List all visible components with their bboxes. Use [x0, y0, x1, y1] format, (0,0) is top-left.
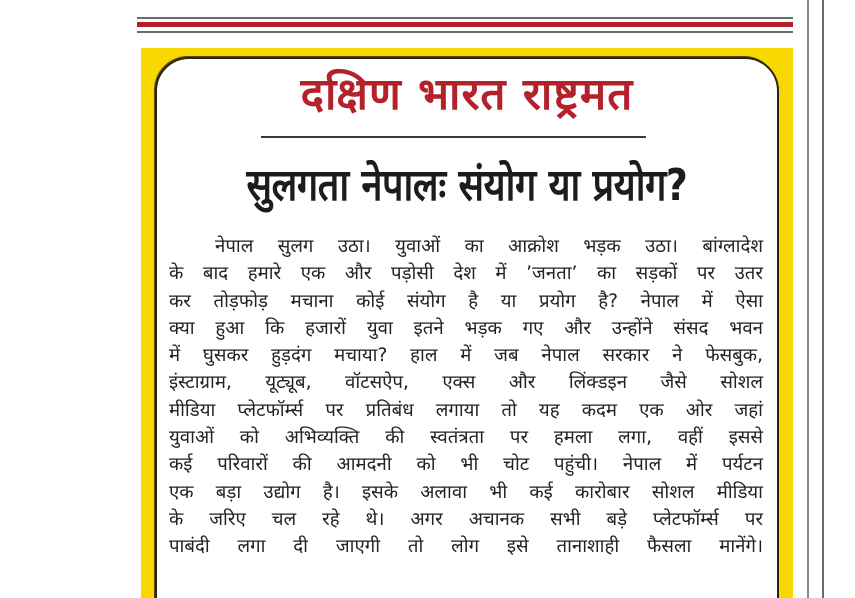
editorial-frame [141, 48, 793, 598]
masthead-underline [261, 136, 646, 138]
article-line: क्या हुआ कि हजारों युवा इतने भड़क गए और उन्होंने संसद भवन [169, 317, 763, 339]
article-body [169, 233, 763, 561]
article-line: नेपाल सुलग उठा। युवाओं का आक्रोश भड़क उठा। बांग्लादेश [215, 236, 763, 257]
column-divider-line [807, 0, 809, 598]
top-rule-red [137, 22, 793, 27]
masthead-title: दक्षिण भारत राष्ट्रमत [300, 69, 634, 120]
article-line: के जरिए चल रहे थे। अगर अचानक सभी बड़े प्लेटफॉर्म्स पर [169, 508, 763, 530]
article-line: के बाद हमारे एक और पड़ोसी देश में ’जनता’ का सड़कों पर उतर [169, 263, 763, 285]
article-line: युवाओं को अभिव्यक्ति की स्वतंत्रता पर हमला लगा, वहीं इससे [169, 427, 763, 449]
editorial-card [155, 57, 779, 598]
article-line: मीडिया प्लेटफॉर्म्स पर प्रतिबंध लगाया तो यह कदम एक ओर जहां [169, 399, 763, 421]
article-line: में घुसकर हुड़दंग मचाया? हाल में जब नेपाल सरकार ने फेसबुक, [169, 345, 763, 367]
article-line: कर तोड़फोड़ मचाना कोई संयोग है या प्रयोग है? नेपाल में ऐसा [169, 290, 763, 312]
article-headline: सुलगता नेपालः संयोग या प्रयोग? [246, 160, 688, 211]
article-line: कई परिवारों की आमदनी को भी चोट पहुंची। नेपाल में पर्यटन [169, 454, 763, 476]
article-line: एक बड़ा उद्योग है। इसके अलावा भी कई कारोबार सोशल मीडिया [169, 481, 763, 503]
column-divider-line [822, 0, 824, 598]
top-rule-gray-lower [137, 31, 793, 33]
article-line: पाबंदी लगा दी जाएगी तो लोग इसे तानाशाही फैसला मानेंगे। [169, 536, 763, 558]
top-rule-gray-upper [137, 17, 793, 19]
article-line: इंस्टाग्राम, यूट्यूब, वॉटसऐप, एक्स और लिंक्डइन जैसे सोशल [169, 372, 763, 394]
